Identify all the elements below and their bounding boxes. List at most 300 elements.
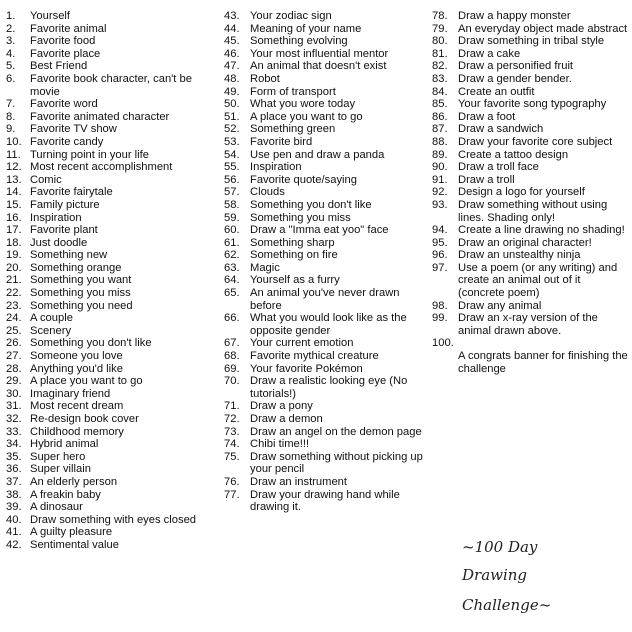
list-item bbox=[6, 35, 218, 48]
item-text: Draw an angel on the demon page bbox=[250, 425, 422, 438]
item-text: Something you want bbox=[30, 274, 132, 287]
list-item bbox=[224, 400, 424, 413]
list-item bbox=[224, 249, 424, 262]
list-item bbox=[432, 350, 628, 375]
item-number: 88. bbox=[432, 135, 448, 148]
item-text: Favorite word bbox=[30, 98, 98, 111]
list-item bbox=[432, 337, 628, 350]
item-text: Just doodle bbox=[30, 236, 88, 249]
list-item bbox=[432, 98, 628, 111]
item-text: Your current emotion bbox=[250, 337, 354, 350]
item-number: 84. bbox=[432, 85, 448, 98]
item-number: 71. bbox=[224, 400, 240, 413]
item-text: Sentimental value bbox=[30, 538, 119, 551]
item-number: 39. bbox=[6, 501, 22, 514]
list-item bbox=[432, 10, 628, 23]
list-item bbox=[432, 174, 628, 187]
item-text: Draw a realistic looking eye (No tutorials!) bbox=[250, 375, 408, 400]
item-text: Super villain bbox=[30, 463, 91, 476]
item-number: 31. bbox=[6, 400, 22, 413]
item-text: Clouds bbox=[250, 186, 285, 199]
item-number: 97. bbox=[432, 261, 448, 274]
item-text: Draw a happy monster bbox=[458, 10, 571, 22]
item-number: 9. bbox=[6, 123, 16, 136]
item-number: 57. bbox=[224, 186, 240, 199]
list-item bbox=[6, 375, 218, 388]
list-item bbox=[224, 413, 424, 426]
list-item bbox=[6, 451, 218, 464]
item-number: 50. bbox=[224, 98, 240, 111]
item-text: Your favorite song typography bbox=[458, 98, 607, 111]
list-column-3 bbox=[432, 10, 628, 375]
item-text: Inspiration bbox=[250, 161, 302, 174]
item-number: 87. bbox=[432, 123, 448, 136]
item-number: 36. bbox=[6, 463, 22, 476]
list-item bbox=[6, 400, 218, 413]
list-item bbox=[224, 237, 424, 250]
item-text: Draw a demon bbox=[250, 413, 323, 425]
item-number: 91. bbox=[432, 173, 448, 186]
list-item bbox=[6, 161, 218, 174]
list-item bbox=[224, 287, 424, 312]
list-item bbox=[6, 224, 218, 237]
item-number: 13. bbox=[6, 173, 22, 186]
item-number: 49. bbox=[224, 85, 240, 98]
item-number: 37. bbox=[6, 475, 22, 488]
item-number: 92. bbox=[432, 186, 448, 199]
list-item bbox=[432, 123, 628, 136]
item-text: A place you want to go bbox=[250, 110, 363, 123]
list-item bbox=[224, 111, 424, 124]
list-item bbox=[6, 413, 218, 426]
item-number: 3. bbox=[6, 35, 16, 48]
item-number: 99. bbox=[432, 312, 448, 325]
item-text: Imaginary friend bbox=[30, 387, 111, 400]
item-text: Favorite bird bbox=[250, 135, 313, 148]
item-number: 69. bbox=[224, 362, 240, 375]
item-text: Something orange bbox=[30, 261, 122, 274]
list-item bbox=[224, 23, 424, 36]
item-text: Someone you love bbox=[30, 350, 123, 363]
list-item bbox=[224, 149, 424, 162]
item-number: 65. bbox=[224, 287, 240, 300]
item-number: 20. bbox=[6, 261, 22, 274]
item-number: 63. bbox=[224, 261, 240, 274]
item-number: 43. bbox=[224, 10, 240, 22]
item-text: An animal that doesn't exist bbox=[250, 60, 387, 73]
item-number: 56. bbox=[224, 173, 240, 186]
item-number: 73. bbox=[224, 425, 240, 438]
item-number: 93. bbox=[432, 198, 448, 211]
item-text: A congrats banner for finishing the challenge bbox=[458, 350, 628, 375]
item-text: Design a logo for yourself bbox=[458, 186, 585, 199]
list-item bbox=[6, 274, 218, 287]
item-text: Draw any animal bbox=[458, 299, 542, 312]
item-text: Draw a troll bbox=[458, 173, 515, 186]
list-item bbox=[224, 136, 424, 149]
list-item bbox=[432, 262, 628, 300]
list-item bbox=[6, 489, 218, 502]
list-item bbox=[6, 337, 218, 350]
list-item bbox=[432, 224, 628, 237]
list-item bbox=[6, 60, 218, 73]
item-number: 82. bbox=[432, 60, 448, 73]
item-number: 35. bbox=[6, 450, 22, 463]
item-number: 15. bbox=[6, 198, 22, 211]
item-number: 66. bbox=[224, 312, 240, 325]
item-text: An everyday object made abstract bbox=[458, 22, 628, 35]
item-text: An elderly person bbox=[30, 475, 118, 488]
item-text: Something sharp bbox=[250, 236, 335, 249]
list-item bbox=[224, 451, 424, 476]
item-number: 33. bbox=[6, 425, 22, 438]
list-item bbox=[6, 123, 218, 136]
item-text: Yourself bbox=[30, 10, 71, 22]
item-number: 1. bbox=[6, 10, 16, 22]
item-number: 47. bbox=[224, 60, 240, 73]
list-item bbox=[432, 300, 628, 313]
item-text: Something you need bbox=[30, 299, 133, 312]
list-item bbox=[6, 501, 218, 514]
list-item bbox=[6, 350, 218, 363]
item-number: 72. bbox=[224, 413, 240, 425]
item-text: Draw your drawing hand while drawing it. bbox=[250, 488, 400, 514]
item-number: 53. bbox=[224, 135, 240, 148]
item-text: Turning point in your life bbox=[30, 148, 149, 161]
list-item bbox=[224, 48, 424, 61]
item-number: 94. bbox=[432, 224, 448, 237]
item-number bbox=[432, 350, 458, 375]
item-number: 60. bbox=[224, 224, 240, 237]
list-item bbox=[432, 199, 628, 224]
item-number: 54. bbox=[224, 148, 240, 161]
item-text: Favorite book character, can't be movie bbox=[30, 72, 192, 98]
list-item bbox=[224, 123, 424, 136]
challenge-title-line-1: ~100 Day bbox=[462, 538, 538, 556]
list-column-2 bbox=[224, 10, 424, 514]
item-text: Most recent accomplishment bbox=[30, 161, 173, 174]
item-number: 6. bbox=[6, 72, 16, 85]
list-item bbox=[224, 438, 424, 451]
list-item bbox=[432, 48, 628, 61]
item-text: Create an outfit bbox=[458, 85, 535, 98]
item-text: Use pen and draw a panda bbox=[250, 148, 385, 161]
item-number: 16. bbox=[6, 211, 22, 224]
item-text: Favorite animated character bbox=[30, 110, 170, 123]
item-number: 17. bbox=[6, 224, 22, 237]
list-item bbox=[6, 388, 218, 401]
item-text: Favorite quote/saying bbox=[250, 173, 357, 186]
item-text: What you wore today bbox=[250, 98, 356, 111]
item-text: Meaning of your name bbox=[250, 22, 362, 35]
item-text: Something evolving bbox=[250, 35, 348, 48]
list-item bbox=[224, 337, 424, 350]
item-number: 5. bbox=[6, 60, 16, 73]
item-text: A place you want to go bbox=[30, 375, 143, 388]
item-number: 2. bbox=[6, 22, 16, 35]
item-text: Magic bbox=[250, 261, 280, 274]
list-item bbox=[224, 174, 424, 187]
item-number: 59. bbox=[224, 211, 240, 224]
list-item bbox=[6, 149, 218, 162]
item-number: 32. bbox=[6, 413, 22, 425]
item-text: Draw something with eyes closed bbox=[30, 513, 197, 526]
list-item bbox=[224, 375, 424, 400]
item-number: 14. bbox=[6, 186, 22, 199]
item-text: Draw a cake bbox=[458, 47, 521, 60]
list-item bbox=[432, 249, 628, 262]
list-item bbox=[6, 10, 218, 23]
list-item bbox=[6, 23, 218, 36]
list-item bbox=[6, 514, 218, 527]
list-item bbox=[224, 224, 424, 237]
list-item bbox=[6, 98, 218, 111]
list-item bbox=[6, 539, 218, 552]
item-number: 45. bbox=[224, 35, 240, 48]
item-number: 25. bbox=[6, 324, 22, 337]
list-item bbox=[432, 161, 628, 174]
list-item bbox=[432, 111, 628, 124]
item-text: Favorite place bbox=[30, 47, 101, 60]
list-item bbox=[224, 212, 424, 225]
list-item bbox=[6, 174, 218, 187]
item-text: Draw something without picking up your pencil bbox=[250, 450, 423, 476]
item-number: 75. bbox=[224, 450, 240, 463]
item-text: Form of transport bbox=[250, 85, 336, 98]
item-number: 18. bbox=[6, 236, 22, 249]
list-item bbox=[6, 48, 218, 61]
item-number: 64. bbox=[224, 274, 240, 287]
item-text: Favorite animal bbox=[30, 22, 107, 35]
item-text: A freakin baby bbox=[30, 488, 101, 501]
item-number: 98. bbox=[432, 299, 448, 312]
list-item bbox=[432, 73, 628, 86]
item-text: Draw an original character! bbox=[458, 236, 592, 249]
item-number: 10. bbox=[6, 135, 22, 148]
item-text: Draw an instrument bbox=[250, 475, 347, 488]
item-text: A couple bbox=[30, 312, 73, 325]
item-text: Favorite candy bbox=[30, 135, 104, 148]
item-text: Something you miss bbox=[30, 287, 131, 300]
item-text: Draw something in tribal style bbox=[458, 35, 605, 48]
item-text: Hybrid animal bbox=[30, 438, 99, 451]
list-item bbox=[432, 136, 628, 149]
item-number: 55. bbox=[224, 161, 240, 174]
list-item bbox=[224, 73, 424, 86]
item-number: 96. bbox=[432, 249, 448, 262]
list-item bbox=[224, 186, 424, 199]
item-number: 100. bbox=[432, 337, 454, 350]
item-text: Most recent dream bbox=[30, 400, 124, 413]
item-text: A dinosaur bbox=[30, 501, 83, 514]
item-number: 42. bbox=[6, 538, 22, 551]
item-number: 44. bbox=[224, 22, 240, 35]
list-item bbox=[432, 86, 628, 99]
list-item bbox=[224, 363, 424, 376]
item-text: Re-design book cover bbox=[30, 413, 139, 425]
list-item bbox=[432, 149, 628, 162]
list-column-1 bbox=[6, 10, 218, 552]
item-text: Something new bbox=[30, 249, 108, 262]
item-text: Inspiration bbox=[30, 211, 82, 224]
item-number: 77. bbox=[224, 488, 240, 501]
item-text: Draw an unstealthy ninja bbox=[458, 249, 581, 262]
item-number: 28. bbox=[6, 362, 22, 375]
item-text: Your zodiac sign bbox=[250, 10, 332, 22]
list-item bbox=[6, 111, 218, 124]
list-item bbox=[224, 476, 424, 489]
item-text: Comic bbox=[30, 173, 62, 186]
item-number: 78. bbox=[432, 10, 448, 22]
list-item bbox=[6, 363, 218, 376]
challenge-title-line-2: Drawing bbox=[462, 566, 528, 584]
list-item bbox=[6, 438, 218, 451]
item-number: 51. bbox=[224, 110, 240, 123]
list-item bbox=[224, 10, 424, 23]
list-item bbox=[6, 300, 218, 313]
list-item bbox=[6, 237, 218, 250]
item-text: An animal you've never drawn before bbox=[250, 287, 400, 312]
item-number: 8. bbox=[6, 110, 16, 123]
item-number: 68. bbox=[224, 350, 240, 363]
item-text: Create a tattoo design bbox=[458, 148, 569, 161]
item-number: 38. bbox=[6, 488, 22, 501]
item-number: 74. bbox=[224, 438, 240, 451]
item-number: 26. bbox=[6, 337, 22, 350]
item-number: 4. bbox=[6, 47, 16, 60]
item-text: Draw a pony bbox=[250, 400, 313, 413]
item-number: 61. bbox=[224, 236, 240, 249]
list-item bbox=[224, 161, 424, 174]
challenge-title-line-3: Challenge~ bbox=[462, 596, 552, 614]
item-number: 70. bbox=[224, 375, 240, 388]
list-item bbox=[6, 526, 218, 539]
list-item bbox=[6, 476, 218, 489]
list-item bbox=[6, 287, 218, 300]
item-number: 79. bbox=[432, 22, 448, 35]
list-item bbox=[224, 312, 424, 337]
item-number: 76. bbox=[224, 475, 240, 488]
item-number: 41. bbox=[6, 526, 22, 539]
item-number: 22. bbox=[6, 287, 22, 300]
item-text: Scenery bbox=[30, 324, 72, 337]
item-number: 7. bbox=[6, 98, 16, 111]
item-text: Robot bbox=[250, 72, 280, 85]
item-text: Create a line drawing no shading! bbox=[458, 224, 625, 237]
list-item bbox=[6, 249, 218, 262]
item-number: 67. bbox=[224, 337, 240, 350]
item-number: 80. bbox=[432, 35, 448, 48]
list-item bbox=[6, 312, 218, 325]
list-item bbox=[432, 60, 628, 73]
item-text: Draw a foot bbox=[458, 110, 516, 123]
item-number: 81. bbox=[432, 47, 448, 60]
item-text: Favorite TV show bbox=[30, 123, 117, 136]
list-item bbox=[224, 98, 424, 111]
list-item bbox=[224, 274, 424, 287]
item-text: Something you don't like bbox=[250, 198, 372, 211]
item-text: Super hero bbox=[30, 450, 86, 463]
list-item bbox=[224, 199, 424, 212]
list-item bbox=[432, 35, 628, 48]
item-number: 89. bbox=[432, 148, 448, 161]
list-item bbox=[6, 73, 218, 98]
item-number: 11. bbox=[6, 148, 21, 161]
list-item bbox=[224, 60, 424, 73]
list-item bbox=[6, 186, 218, 199]
item-text: Favorite fairytale bbox=[30, 186, 113, 199]
item-text: Anything you'd like bbox=[30, 362, 123, 375]
list-item bbox=[6, 212, 218, 225]
item-text bbox=[458, 337, 628, 350]
item-text: Something you don't like bbox=[30, 337, 152, 350]
item-text: Draw a "Imma eat yoo" face bbox=[250, 224, 389, 237]
item-text: Family picture bbox=[30, 198, 100, 211]
item-number: 52. bbox=[224, 123, 240, 136]
item-text: Best Friend bbox=[30, 60, 88, 73]
item-number: 58. bbox=[224, 198, 240, 211]
list-item bbox=[6, 325, 218, 338]
item-text: Draw a personified fruit bbox=[458, 60, 574, 73]
list-item bbox=[224, 426, 424, 439]
item-text: Draw a troll face bbox=[458, 161, 539, 174]
list-item bbox=[6, 262, 218, 275]
list-item bbox=[224, 350, 424, 363]
list-item bbox=[432, 23, 628, 36]
list-item bbox=[432, 186, 628, 199]
item-text: Something green bbox=[250, 123, 336, 136]
item-text: Draw your favorite core subject bbox=[458, 135, 613, 148]
item-number: 12. bbox=[6, 161, 22, 174]
item-text: Use a poem (or any writing) and create an animal out of it (concrete poem) bbox=[458, 261, 618, 300]
item-number: 83. bbox=[432, 72, 448, 85]
item-text: Draw an x-ray version of the animal drawn above. bbox=[458, 312, 598, 337]
item-number: 30. bbox=[6, 387, 22, 400]
item-number: 95. bbox=[432, 236, 448, 249]
item-number: 62. bbox=[224, 249, 240, 262]
item-text: A guilty pleasure bbox=[30, 526, 113, 539]
list-item bbox=[224, 262, 424, 275]
item-number: 48. bbox=[224, 72, 240, 85]
item-text: Favorite food bbox=[30, 35, 96, 48]
item-number: 40. bbox=[6, 513, 22, 526]
item-number: 29. bbox=[6, 375, 22, 388]
item-number: 24. bbox=[6, 312, 22, 325]
item-number: 27. bbox=[6, 350, 22, 363]
item-number: 19. bbox=[6, 249, 22, 262]
item-number: 21. bbox=[6, 274, 22, 287]
item-text: Favorite plant bbox=[30, 224, 98, 237]
item-number: 86. bbox=[432, 110, 448, 123]
item-text: Something you miss bbox=[250, 211, 351, 224]
item-text: Draw a gender bender. bbox=[458, 72, 572, 85]
list-item bbox=[6, 136, 218, 149]
item-number: 23. bbox=[6, 299, 22, 312]
item-number: 34. bbox=[6, 438, 22, 451]
list-item bbox=[224, 489, 424, 514]
item-number: 90. bbox=[432, 161, 448, 174]
item-text: Childhood memory bbox=[30, 425, 124, 438]
list-item bbox=[224, 35, 424, 48]
list-item bbox=[224, 86, 424, 99]
item-text: Favorite mythical creature bbox=[250, 350, 379, 363]
list-item bbox=[6, 463, 218, 476]
item-number: 85. bbox=[432, 98, 448, 111]
item-text: Yourself as a furry bbox=[250, 274, 340, 287]
item-number: 46. bbox=[224, 47, 240, 60]
list-item bbox=[432, 237, 628, 250]
item-text: Chibi time!!! bbox=[250, 438, 310, 451]
